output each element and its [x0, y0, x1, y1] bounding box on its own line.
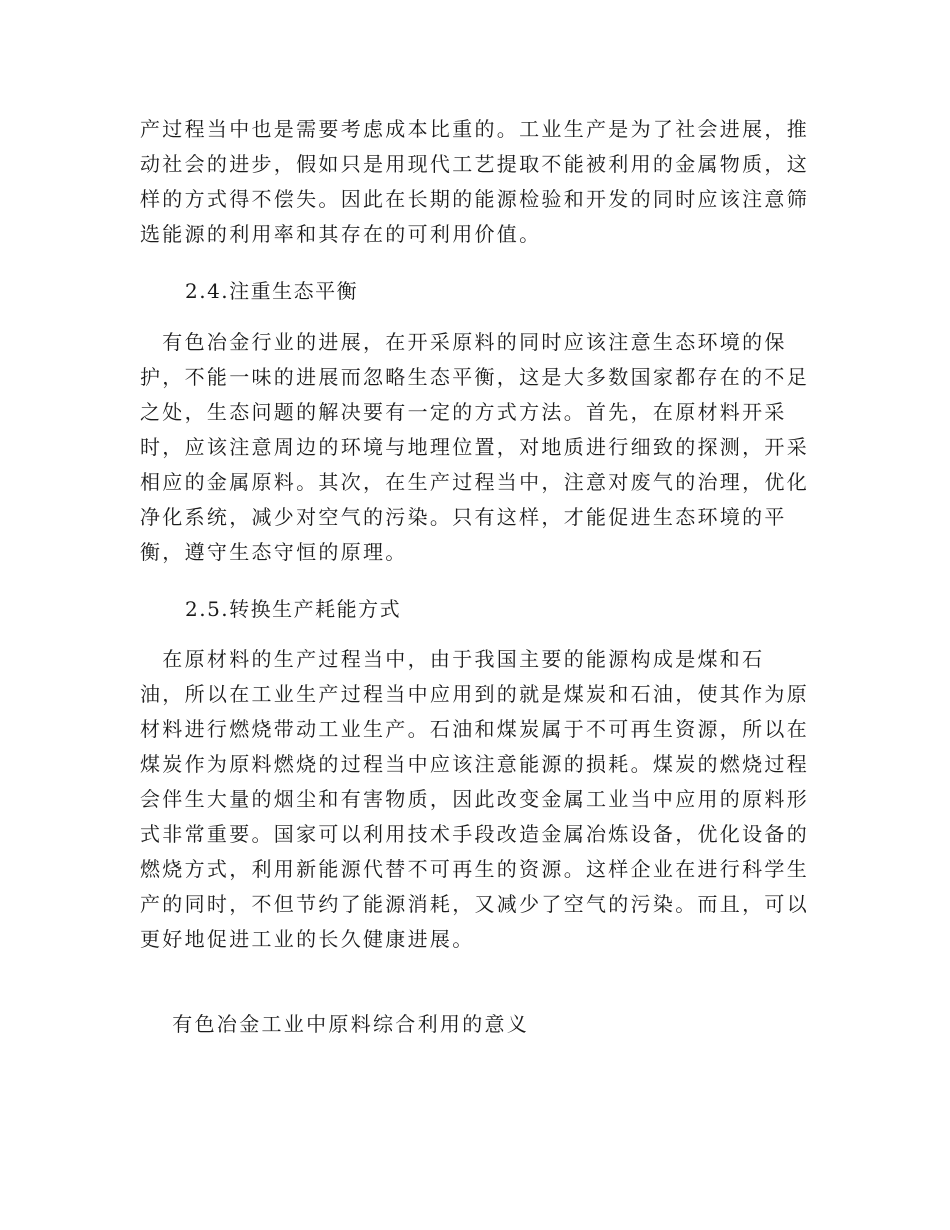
paragraph-line: 选能源的利用率和其存在的可利用价值。 [140, 222, 542, 246]
section-heading: 有色冶金工业中原料综合利用的意义 [150, 1012, 530, 1036]
paragraph-line: 煤炭作为原料燃烧的过程当中应该注意能源的损耗。煤炭的燃烧过程 [140, 752, 809, 776]
paragraph-line: 净化系统，减少对空气的污染。只有这样，才能促进生态环境的平 [140, 505, 787, 529]
paragraph-line: 衡，遵守生态守恒的原理。 [140, 540, 408, 564]
paragraph-line: 之处，生态问题的解决要有一定的方式方法。首先，在原材料开采 [140, 400, 787, 424]
paragraph-line: 式非常重要。国家可以利用技术手段改造金属冶炼设备，优化设备的 [140, 822, 809, 846]
section-heading: 2.4.注重生态平衡 [185, 279, 359, 303]
paragraph-line: 产的同时，不但节约了能源消耗，又减少了空气的污染。而且，可以 [140, 892, 809, 916]
paragraph-line: 油，所以在工业生产过程当中应用到的就是煤炭和石油，使其作为原 [140, 682, 809, 706]
paragraph-line: 在原材料的生产过程当中，由于我国主要的能源构成是煤和石 [140, 647, 765, 671]
paragraph-line: 样的方式得不偿失。因此在长期的能源检验和开发的同时应该注意筛 [140, 187, 809, 211]
section-heading: 2.5.转换生产耗能方式 [185, 597, 402, 621]
paragraph-line: 材料进行燃烧带动工业生产。石油和煤炭属于不可再生资源，所以在 [140, 717, 809, 741]
paragraph-line: 会伴生大量的烟尘和有害物质，因此改变金属工业当中应用的原料形 [140, 787, 809, 811]
paragraph-line: 燃烧方式，利用新能源代替不可再生的资源。这样企业在进行科学生 [140, 857, 809, 881]
paragraph-line: 产过程当中也是需要考虑成本比重的。工业生产是为了社会进展，推 [140, 117, 809, 141]
paragraph-line: 护，不能一味的进展而忽略生态平衡，这是大多数国家都存在的不足 [140, 365, 809, 389]
paragraph-line: 有色冶金行业的进展，在开采原料的同时应该注意生态环境的保 [140, 330, 787, 354]
paragraph-line: 更好地促进工业的长久健康进展。 [140, 927, 475, 951]
paragraph-line: 相应的金属原料。其次，在生产过程当中，注意对废气的治理，优化 [140, 470, 809, 494]
paragraph-line: 动社会的进步，假如只是用现代工艺提取不能被利用的金属物质，这 [140, 152, 809, 176]
paragraph-line: 时，应该注意周边的环境与地理位置，对地质进行细致的探测，开采 [140, 435, 809, 459]
